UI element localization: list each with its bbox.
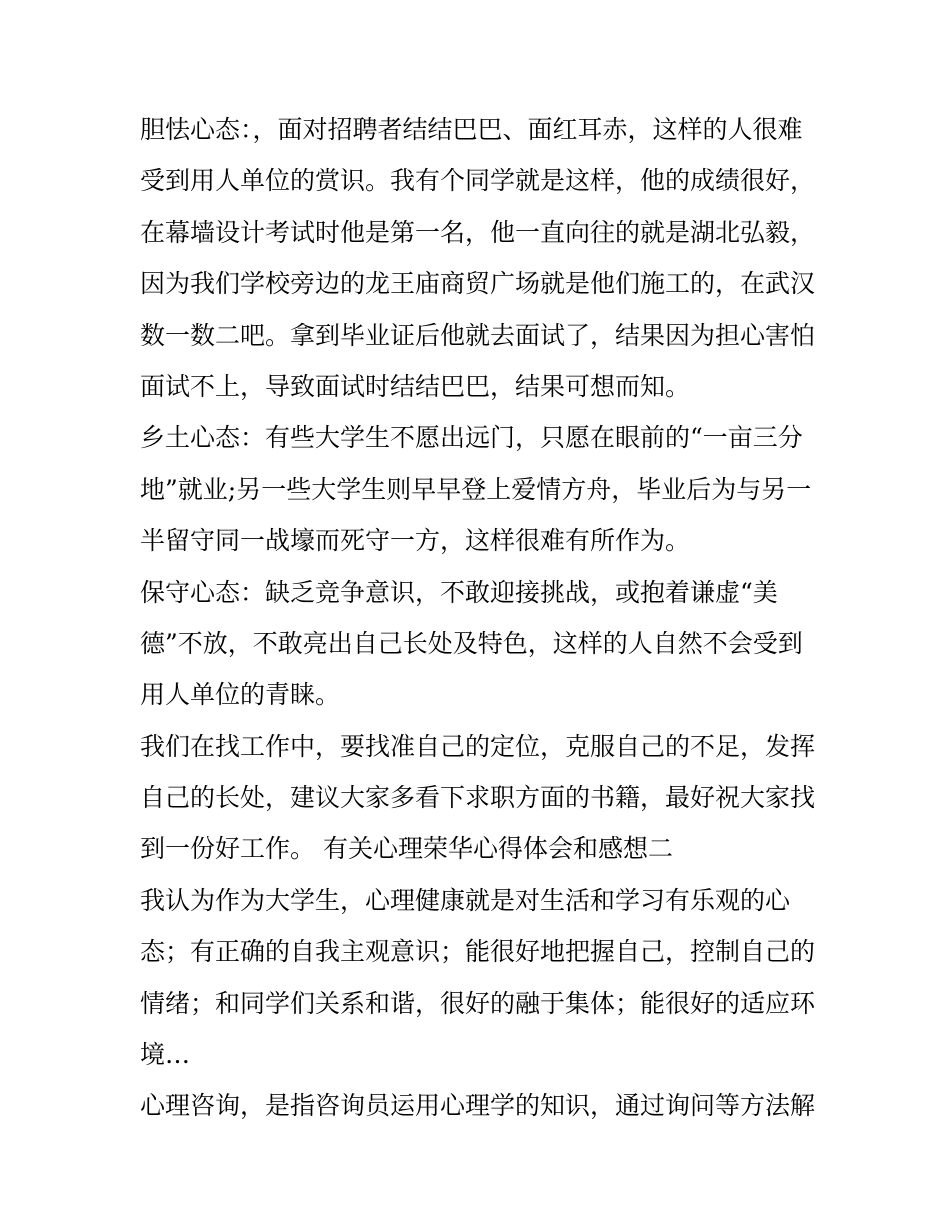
body-text bbox=[140, 104, 820, 1132]
text-line: 态；有正确的自我主观意识；能很好地把握自己，控制自己的 bbox=[140, 937, 816, 967]
text-line: 我们在找工作中，要找准自己的定位，克服自己的不足，发挥 bbox=[140, 731, 816, 761]
text-line: 用人单位的青睐。 bbox=[140, 680, 341, 710]
text-line: 面试不上，导致面试时结结巴巴，结果可想而知。 bbox=[140, 371, 691, 401]
text-line: 胆怯心态：，面对招聘者结结巴巴、面红耳赤，这样的人很难 bbox=[140, 115, 803, 144]
text-line: 因为我们学校旁边的龙王庙商贸广场就是他们施工的，在武汉 bbox=[140, 269, 816, 299]
text-line: 半留守同一战壕而死守一方，这样很难有所作为。 bbox=[140, 526, 691, 556]
text-line: 到一份好工作。 有关心理荣华心得体会和感想二 bbox=[140, 834, 673, 864]
text-line: 受到用人单位的赏识。我有个同学就是这样，他的成绩很好， bbox=[140, 166, 816, 196]
text-line: 我认为作为大学生，心理健康就是对生活和学习有乐观的心 bbox=[140, 885, 791, 915]
text-line: 在幕墙设计考试时他是第一名，他一直向往的就是湖北弘毅， bbox=[140, 217, 816, 247]
text-line: 境… bbox=[140, 1040, 191, 1070]
text-line: 保守心态：缺乏竞争意识，不敢迎接挑战，或抱着谦虚“美 bbox=[140, 577, 778, 607]
text-line: 乡土心态：有些大学生不愿出远门，只愿在眼前的“一亩三分 bbox=[140, 423, 803, 453]
text-line: 情绪；和同学们关系和谐，很好的融于集体；能很好的适应环 bbox=[140, 988, 816, 1018]
text-line: 心理咨询，是指咨询员运用心理学的知识，通过询问等方法解 bbox=[140, 1091, 816, 1121]
text-line: 数一数二吧。拿到毕业证后他就去面试了，结果因为担心害怕 bbox=[140, 320, 816, 350]
text-line: 地”就业;另一些大学生则早早登上爱情方舟，毕业后为与另一 bbox=[140, 474, 812, 504]
text-line: 德”不放，不敢亮出自己长处及特色，这样的人自然不会受到 bbox=[140, 628, 803, 658]
text-line: 自己的长处，建议大家多看下求职方面的书籍，最好祝大家找 bbox=[140, 783, 816, 813]
